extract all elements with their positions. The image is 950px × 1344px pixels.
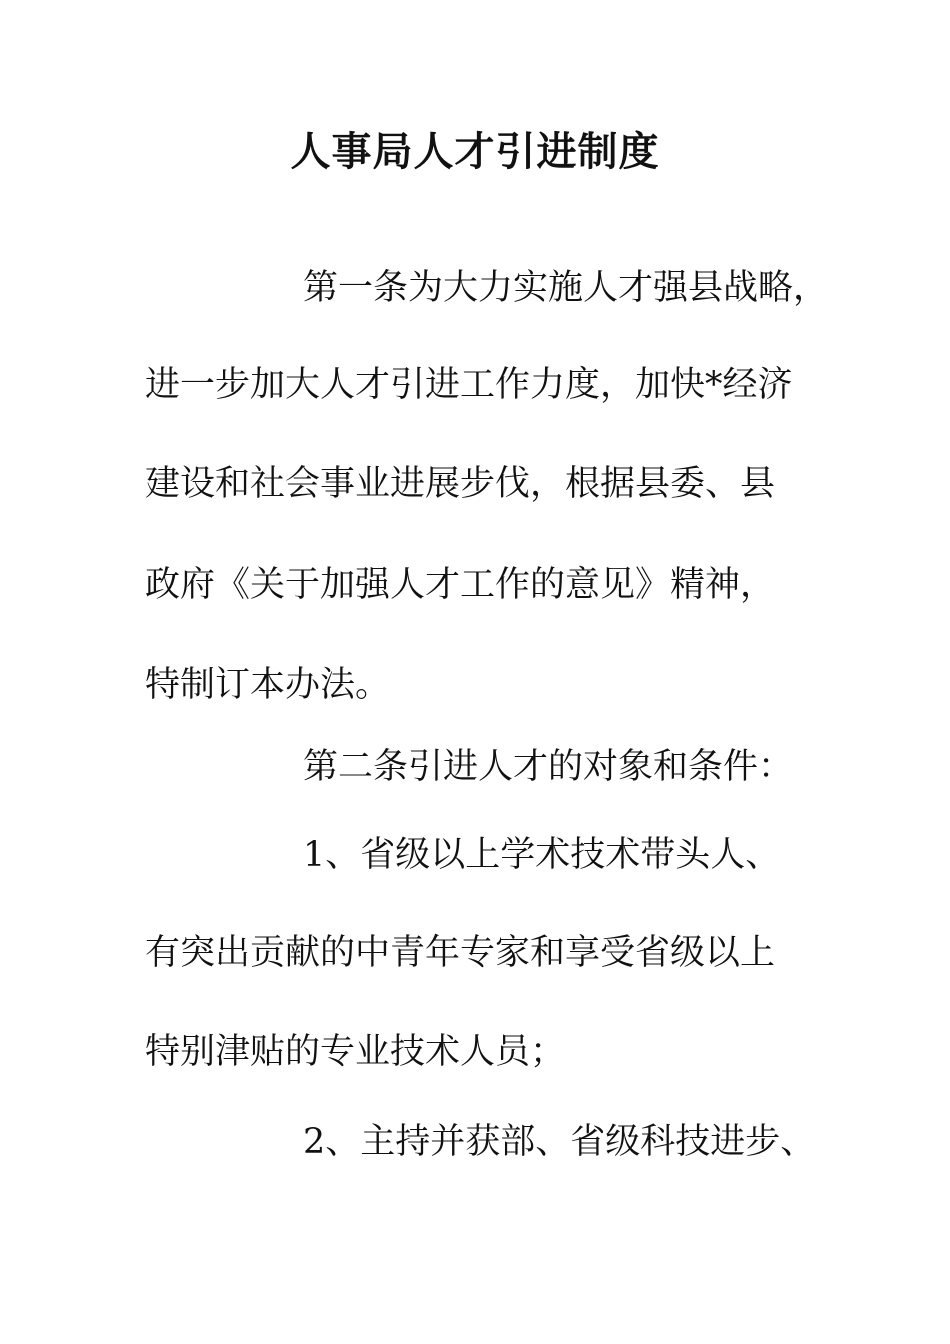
paragraph-line: 第二条引进人才的对象和条件： bbox=[303, 747, 794, 787]
paragraph-line: 建设和社会事业进展步伐，根据县委、县 bbox=[145, 464, 776, 504]
paragraph-line: 有突出贡献的中青年专家和享受省级以上 bbox=[145, 933, 776, 973]
document-title: 人事局人才引进制度 bbox=[290, 129, 660, 175]
paragraph-line: 特制订本办法。 bbox=[145, 665, 391, 705]
paragraph-line: 进一步加大人才引进工作力度，加快*经济 bbox=[145, 365, 793, 405]
paragraph-line: 2、主持并获部、省级科技进步、 bbox=[303, 1122, 816, 1162]
paragraph-line: 特别津贴的专业技术人员； bbox=[145, 1032, 566, 1072]
paragraph-line: 第一条为大力实施人才强县战略， bbox=[303, 268, 829, 308]
paragraph-line: 政府《关于加强人才工作的意见》精神， bbox=[145, 565, 776, 605]
paragraph-line: 1、省级以上学术技术带头人、 bbox=[303, 835, 781, 875]
